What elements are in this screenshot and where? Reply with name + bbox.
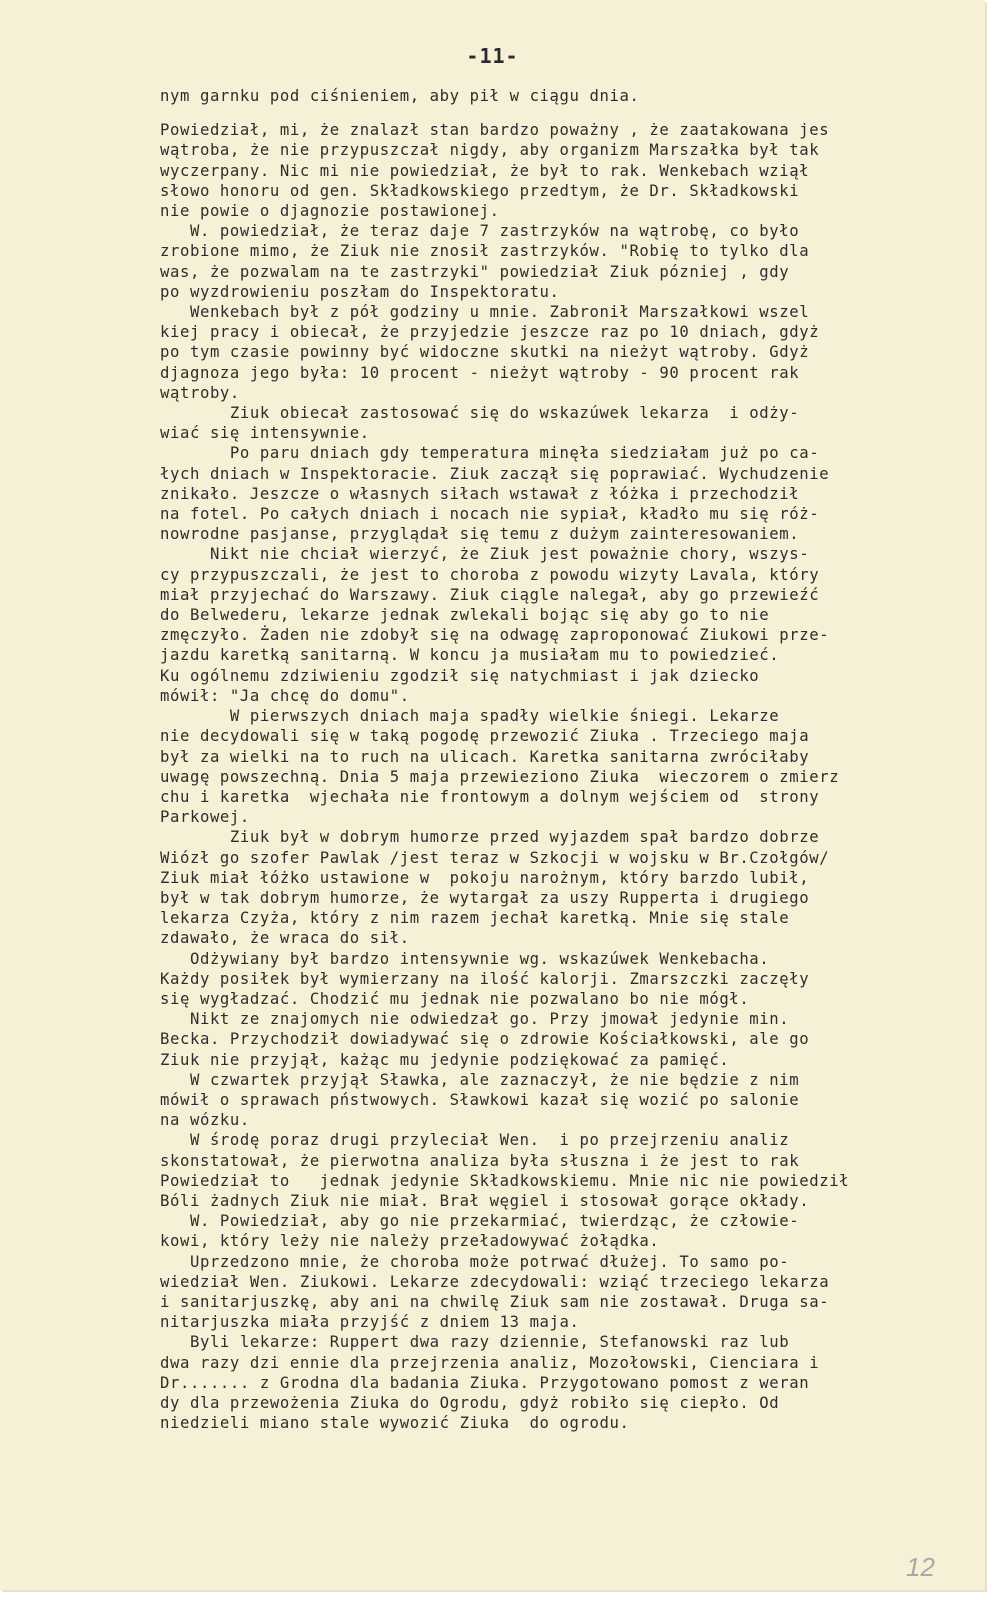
text-line: Nikt nie chciał wierzyć, że Ziuk jest poważnie chory, wszys- — [160, 545, 810, 564]
text-line: chu i karetka wjechała nie frontowym a dolnym wejściem od strony — [160, 787, 820, 806]
text-line: Uprzedzono mnie, że choroba może potrwać dłużej. To samo po- — [160, 1252, 790, 1271]
text-line: Wiózł go szofer Pawlak /jest teraz w Szkocji w wojsku w Br.Czołgów/ — [160, 848, 830, 867]
text-line: zdawało, że wraca do sił. — [160, 929, 410, 948]
text-line: Becka. Przychodził dowiadywać się o zdrowie Kościałkowski, ale go — [160, 1030, 810, 1049]
typed-text-body — [160, 86, 970, 1433]
text-line: jazdu karetką sanitarną. W koncu ja musiałam mu to powiedzieć. — [160, 646, 780, 665]
text-line: nie powie o djagnozie postawionej. — [160, 202, 500, 221]
text-line: wątroba, że nie przypuszczał nigdy, aby organizm Marszałka był tak — [160, 141, 820, 160]
text-line: Każdy posiłek był wymierzany na ilość kalorji. Zmarszczki zaczęły — [160, 969, 810, 988]
text-line: djagnoza jego była: 10 procent - nieżyt wątroby - 90 procent rak — [160, 363, 800, 382]
text-line: Po paru dniach gdy temperatura minęła siedziałam już po ca- — [160, 444, 820, 463]
text-line: zrobione mimo, że Ziuk nie znosił zastrzyków. "Robię to tylko dla — [160, 242, 810, 261]
page-number: -11- — [466, 44, 519, 68]
text-line: był za wielki na to ruch na ulicach. Karetka sanitarna zwróciłaby — [160, 747, 810, 766]
text-line: po tym czasie powinny być widoczne skutki na nieżyt wątroby. Gdyż — [160, 343, 810, 362]
text-line: dy dla przewożenia Ziuka do Ogrodu, gdyż robiło się ciepło. Od — [160, 1394, 780, 1412]
text-line: Ziuk nie przyjął, każąc mu jedynie podziękować za pamięć. — [160, 1050, 730, 1069]
text-line: nie decydowali się w taką pogodę przewozić Ziuka . Trzeciego maja — [160, 727, 810, 746]
text-line: wiedział Wen. Ziukowi. Lekarze zdecydowali: wziąć trzeciego lekarza — [160, 1272, 830, 1291]
text-line: mówił: "Ja chcę do domu". — [160, 686, 410, 705]
text-line: nowrodne pasjanse, przyglądał się temu z dużym zainteresowaniem. — [160, 525, 800, 544]
text-line: do Belwederu, lekarze jednak zwlekali bojąc się aby go to nie — [160, 606, 770, 625]
handwritten-page-note: 12 — [906, 1552, 935, 1582]
text-line: kiej pracy i obiecał, że przyjedzie jeszcze raz po 10 dniach, gdyż — [160, 323, 820, 342]
text-line: cy przypuszczali, że jest to choroba z powodu wizyty Lavala, który — [160, 565, 820, 584]
text-line: Powiedział to jednak jedynie Składkowskiemu. Mnie nic nie powiedził — [160, 1171, 850, 1190]
text-line: był w tak dobrym humorze, że wytargał za uszy Rupperta i drugiego — [160, 888, 810, 907]
text-line: znikało. Jeszcze o własnych siłach wstawał z łóżka i przechodził — [160, 484, 800, 503]
text-line: Ziuk był w dobrym humorze przed wyjazdem spał bardzo dobrze — [160, 828, 820, 847]
text-line: Ziuk obiecał zastosować się do wskazúwek lekarza i odży- — [160, 404, 800, 423]
text-line: Ku ogólnemu zdziwieniu zgodził się natychmiast i jak dziecko — [160, 666, 760, 685]
text-line: kowi, który leży nie należy przeładowywać żołądka. — [160, 1232, 660, 1251]
text-line: lekarza Czyża, który z nim razem jechał karetką. Mnie się stale — [160, 909, 790, 928]
text-line: uwagę powszechną. Dnia 5 maja przewieziono Ziuka wieczorem o zmierz — [160, 767, 840, 786]
text-line: łych dniach w Inspektoracie. Ziuk zaczął się poprawiać. Wychudzenie — [160, 464, 830, 483]
text-line: nitarjuszka miała przyjść z dniem 13 maja. — [160, 1313, 580, 1332]
text-line: Byli lekarze: Ruppert dwa razy dziennie, Stefanowski raz lub — [160, 1333, 790, 1352]
text-line: W czwartek przyjął Sławka, ale zaznaczył, że nie będzie z nim — [160, 1070, 800, 1089]
text-line: Ziuk miał łóżko ustawione w pokoju narożnym, który barzdo lubił, — [160, 868, 810, 887]
text-line: W. powiedział, że teraz daje 7 zastrzyków na wątrobę, co było — [160, 222, 800, 241]
text-line: nym garnku pod ciśnieniem, aby pił w ciągu dnia. — [160, 87, 640, 105]
text-line: Odżywiany był bardzo intensywnie wg. wskazúwek Wenkebacha. — [160, 949, 770, 968]
text-line: Nikt ze znajomych nie odwiedzał go. Przy jmował jedynie min. — [160, 1010, 790, 1029]
text-line: wyczerpany. Nic mi nie powiedział, że był to rak. Wenkebach wziął — [160, 161, 810, 180]
text-line: się wygładzać. Chodzić mu jednak nie pozwalano bo nie mógł. — [160, 989, 750, 1008]
text-line: i sanitarjuszkę, aby ani na chwilę Ziuk sam nie zostawał. Druga sa- — [160, 1292, 830, 1311]
text-line: na fotel. Po całych dniach i nocach nie sypiał, kładło mu się róż- — [160, 505, 820, 524]
paragraph-gap — [160, 106, 970, 120]
text-line: wiać się intensywnie. — [160, 424, 370, 443]
text-line: skonstatował, że pierwotna analiza była słuszna i że jest to rak — [160, 1151, 800, 1170]
text-line: słowo honoru od gen. Składkowskiego przedtym, że Dr. Składkowski — [160, 181, 800, 200]
text-line: Wenkebach był z pół godziny u mnie. Zabronił Marszałkowi wszel — [160, 303, 810, 322]
text-line: niedzieli miano stale wywozić Ziuka do ogrodu. — [160, 1414, 630, 1433]
text-line: W pierwszych dniach maja spadły wielkie śniegi. Lekarze — [160, 707, 780, 726]
text-line: Parkowej. — [160, 808, 250, 827]
text-line: zmęczyło. Żaden nie zdobył się na odwagę zaproponować Ziukowi prze- — [160, 626, 830, 645]
text-line: Powiedział, mi, że znalazł stan bardzo poważny , że zaatakowana jes — [160, 121, 830, 140]
text-line: wątroby. — [160, 383, 240, 402]
text-line: Bóli żadnych Ziuk nie miał. Brał węgiel i stosował gorące okłady. — [160, 1191, 810, 1210]
text-line: mówił o sprawach pństwowych. Sławkowi kazał się wozić po salonie — [160, 1090, 800, 1109]
text-line: was, że pozwalam na te zastrzyki" powiedział Ziuk pózniej , gdy — [160, 262, 790, 281]
text-line: dwa razy dzi ennie dla przejrzenia analiz, Mozołowski, Cienciara i — [160, 1353, 820, 1372]
text-line: W. Powiedział, aby go nie przekarmiać, twierdząc, że człowie- — [160, 1212, 800, 1231]
text-line: miał przyjechać do Warszawy. Ziuk ciągle nalegał, aby go przewieźć — [160, 585, 820, 604]
text-line: po wyzdrowieniu poszłam do Inspektoratu. — [160, 282, 560, 301]
text-line: Dr....... z Grodna dla badania Ziuka. Przygotowano pomost z weran — [160, 1373, 810, 1392]
text-line: W środę poraz drugi przyleciał Wen. i po przejrzeniu analiz — [160, 1131, 790, 1150]
text-line: na wózku. — [160, 1111, 250, 1130]
